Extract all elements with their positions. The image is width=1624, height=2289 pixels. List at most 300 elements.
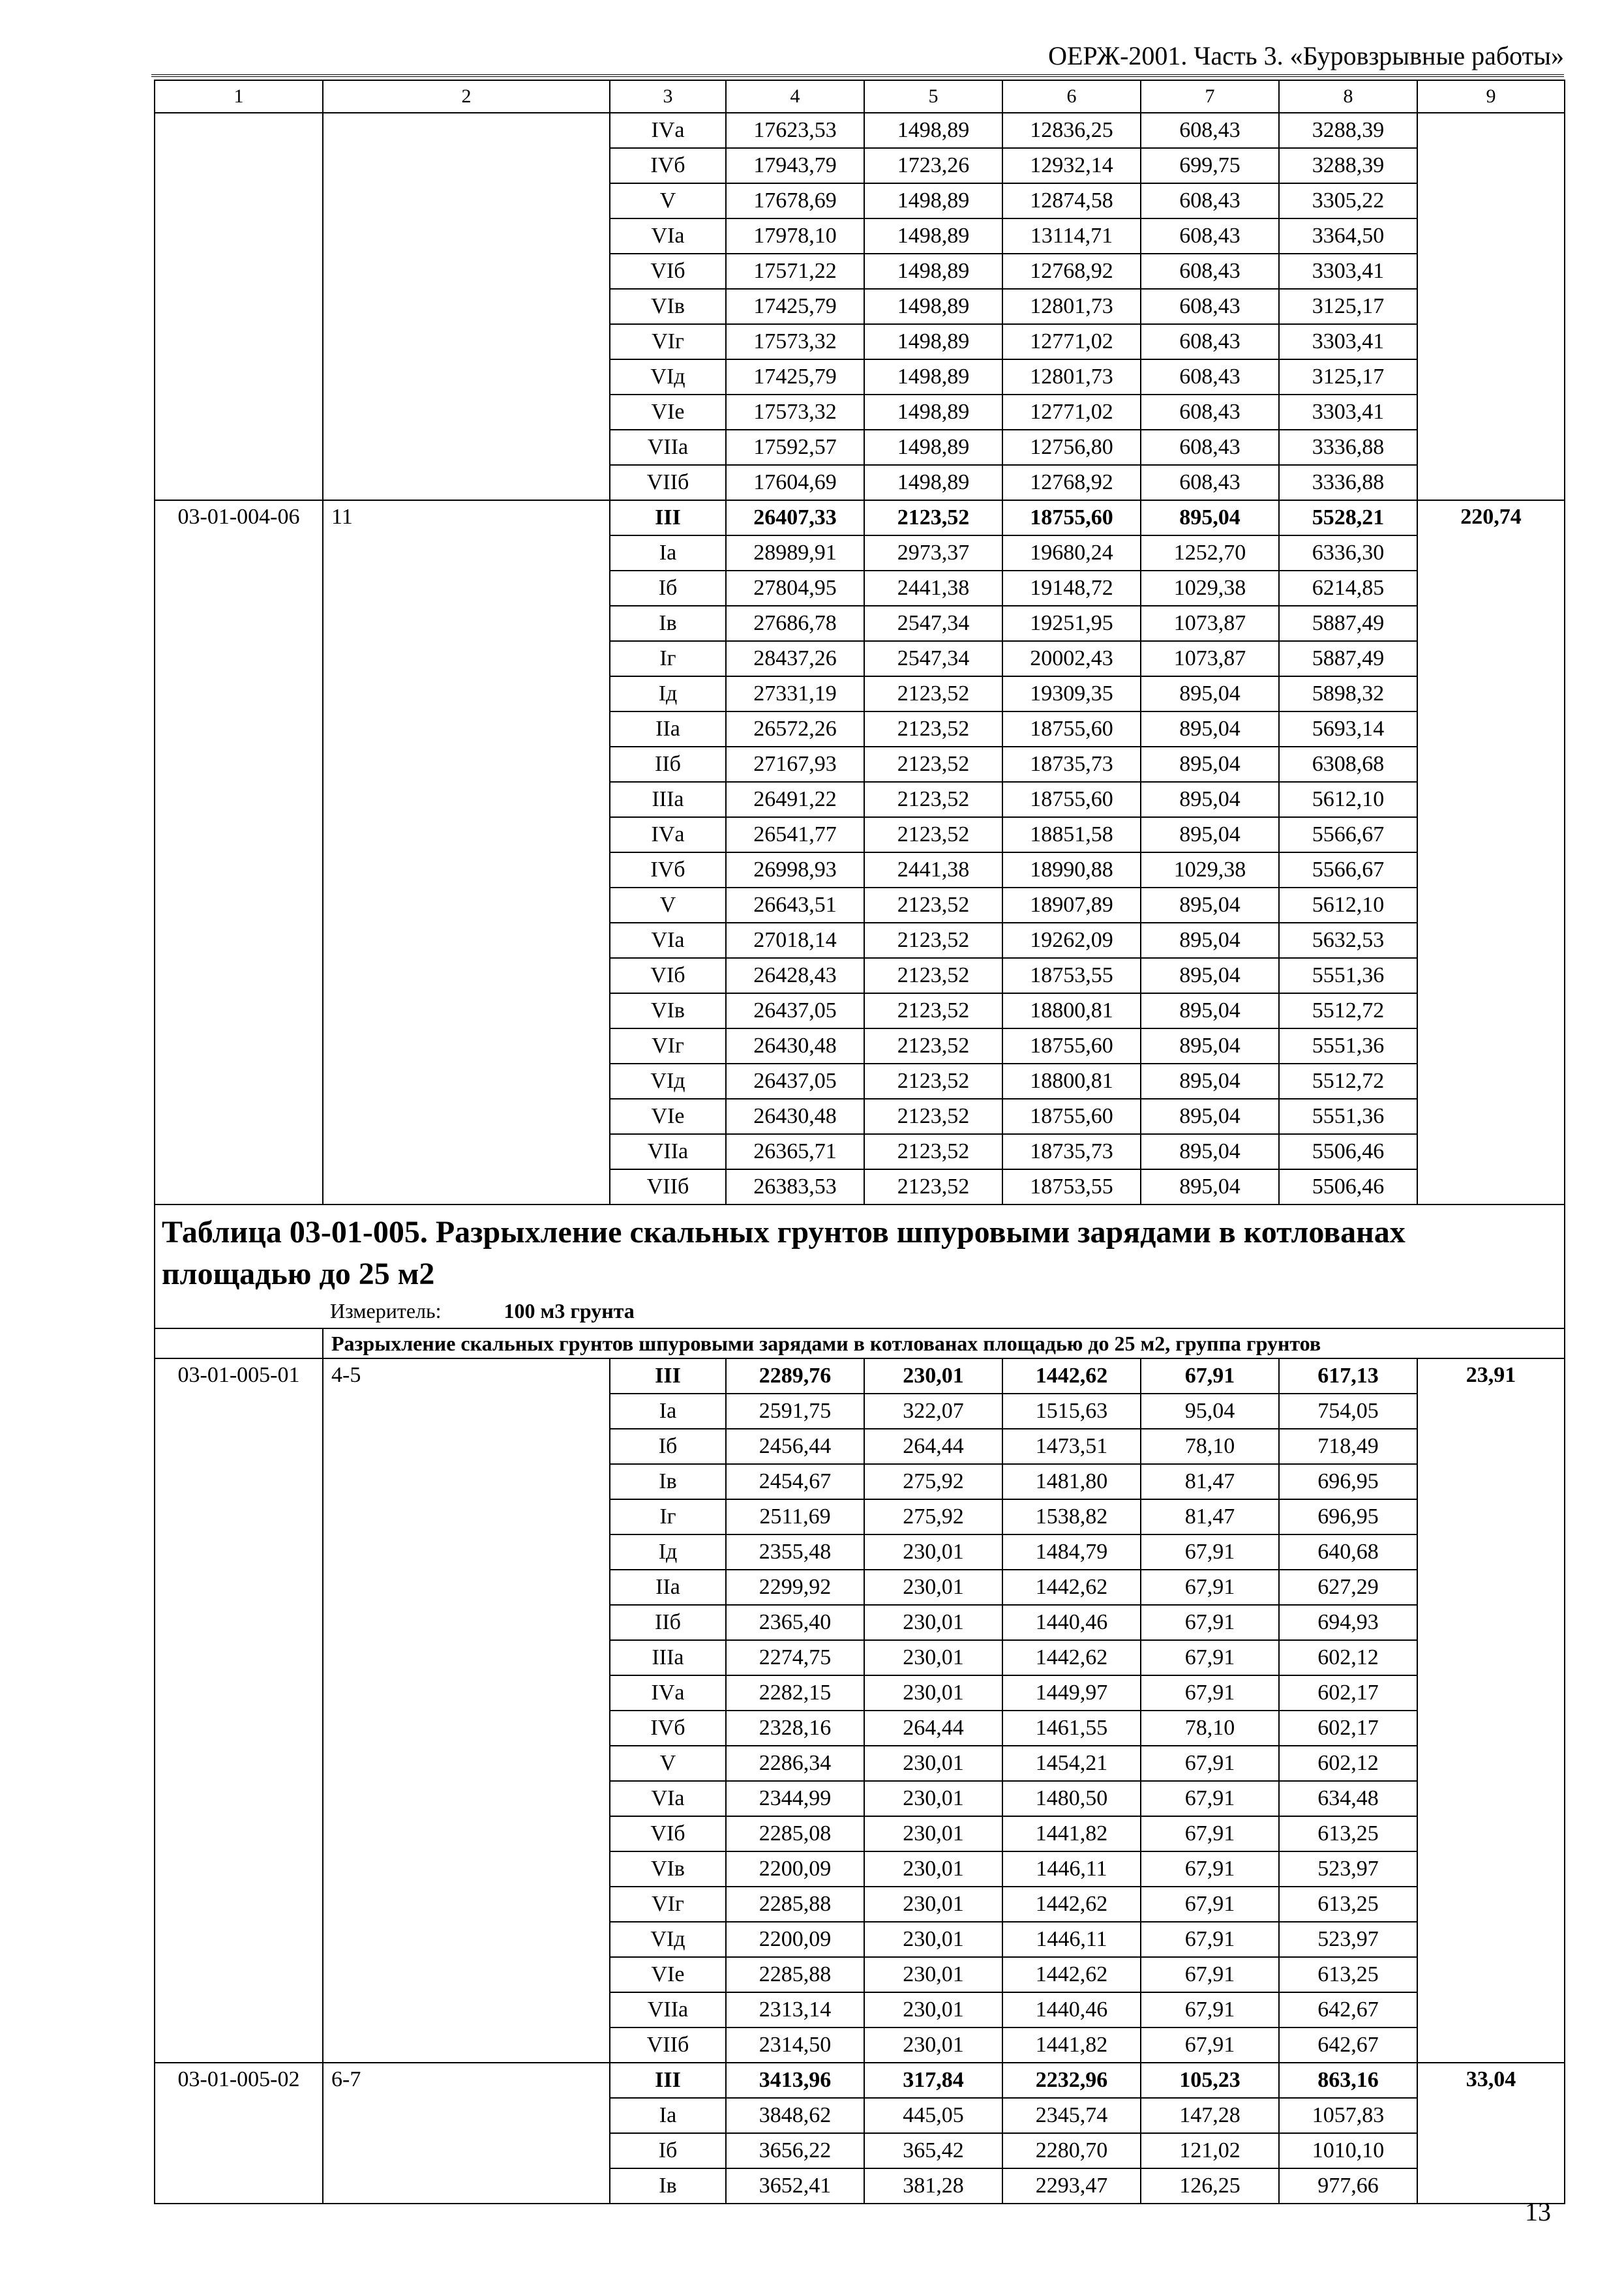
- direct-cost: 26428,43: [726, 958, 864, 993]
- materials-cost: 3305,22: [1279, 183, 1417, 218]
- wages: 1498,89: [864, 254, 1002, 289]
- wages: 1498,89: [864, 359, 1002, 395]
- ground-group: VIб: [610, 958, 726, 993]
- materials-cost: 602,17: [1279, 1711, 1417, 1746]
- machinist-wages: 895,04: [1141, 782, 1279, 817]
- machinist-wages: 895,04: [1141, 1099, 1279, 1134]
- machinist-wages: 1073,87: [1141, 606, 1279, 641]
- direct-cost: 2200,09: [726, 1922, 864, 1957]
- direct-cost: 2200,09: [726, 1851, 864, 1887]
- wages: 2441,38: [864, 852, 1002, 888]
- direct-cost: 26572,26: [726, 711, 864, 747]
- materials-cost: 523,97: [1279, 1851, 1417, 1887]
- materials-cost: 613,25: [1279, 1816, 1417, 1851]
- machinist-wages: 67,91: [1141, 1816, 1279, 1851]
- machinist-wages: 105,23: [1141, 2063, 1279, 2098]
- column-number: 1: [155, 80, 323, 113]
- machine-cost: 19680,24: [1002, 535, 1141, 571]
- machinist-wages: 67,91: [1141, 1605, 1279, 1640]
- ground-group: Iд: [610, 1534, 726, 1570]
- direct-cost: 27686,78: [726, 606, 864, 641]
- machinist-wages: 126,25: [1141, 2168, 1279, 2204]
- rate-row: [155, 113, 1565, 148]
- ground-group: VIг: [610, 1028, 726, 1064]
- machinist-wages: 608,43: [1141, 395, 1279, 430]
- direct-cost: 26541,77: [726, 817, 864, 852]
- direct-cost: 2289,76: [726, 1358, 864, 1394]
- ground-group: Iд: [610, 676, 726, 711]
- wages: 317,84: [864, 2063, 1002, 2098]
- machinist-wages: 895,04: [1141, 1134, 1279, 1169]
- machine-cost: 2293,47: [1002, 2168, 1141, 2204]
- materials-cost: 5528,21: [1279, 500, 1417, 535]
- machine-cost: 1442,62: [1002, 1358, 1141, 1394]
- direct-cost: 2456,44: [726, 1429, 864, 1464]
- machinist-wages: 67,91: [1141, 1887, 1279, 1922]
- direct-cost: 26643,51: [726, 888, 864, 923]
- direct-cost: 26430,48: [726, 1028, 864, 1064]
- machine-cost: 12771,02: [1002, 324, 1141, 359]
- materials-cost: 6308,68: [1279, 747, 1417, 782]
- direct-cost: 2355,48: [726, 1534, 864, 1570]
- machine-cost: 18755,60: [1002, 1028, 1141, 1064]
- machine-cost: 18990,88: [1002, 852, 1141, 888]
- wages: 230,01: [864, 1534, 1002, 1570]
- ground-group: IIIа: [610, 782, 726, 817]
- materials-cost: 3303,41: [1279, 395, 1417, 430]
- materials-cost: 3288,39: [1279, 113, 1417, 148]
- materials-cost: 3336,88: [1279, 430, 1417, 465]
- machine-cost: 1538,82: [1002, 1499, 1141, 1534]
- machinist-wages: 78,10: [1141, 1429, 1279, 1464]
- direct-cost: 2511,69: [726, 1499, 864, 1534]
- labor-total: 220,74: [1417, 500, 1565, 1204]
- materials-cost: 5898,32: [1279, 676, 1417, 711]
- wages: 1498,89: [864, 289, 1002, 324]
- machinist-wages: 67,91: [1141, 1675, 1279, 1711]
- materials-cost: 3303,41: [1279, 254, 1417, 289]
- header-rule: [151, 74, 1564, 77]
- wages: 1498,89: [864, 430, 1002, 465]
- materials-cost: 634,48: [1279, 1781, 1417, 1816]
- machine-cost: 1446,11: [1002, 1851, 1141, 1887]
- machinist-wages: 895,04: [1141, 923, 1279, 958]
- materials-cost: 5512,72: [1279, 1064, 1417, 1099]
- machinist-wages: 67,91: [1141, 1640, 1279, 1675]
- materials-cost: 5566,67: [1279, 852, 1417, 888]
- wages: 230,01: [864, 1640, 1002, 1675]
- wages: 1498,89: [864, 395, 1002, 430]
- direct-cost: 27018,14: [726, 923, 864, 958]
- materials-cost: 694,93: [1279, 1605, 1417, 1640]
- direct-cost: 26383,53: [726, 1169, 864, 1204]
- direct-cost: 2299,92: [726, 1570, 864, 1605]
- wages: 2547,34: [864, 641, 1002, 676]
- direct-cost: 2285,08: [726, 1816, 864, 1851]
- direct-cost: 2313,14: [726, 1992, 864, 2027]
- direct-cost: 2591,75: [726, 1394, 864, 1429]
- machine-cost: 1442,62: [1002, 1570, 1141, 1605]
- ground-group: VIд: [610, 359, 726, 395]
- machine-cost: 18755,60: [1002, 1099, 1141, 1134]
- direct-cost: 2285,88: [726, 1957, 864, 1992]
- materials-cost: 6336,30: [1279, 535, 1417, 571]
- materials-cost: 642,67: [1279, 2027, 1417, 2063]
- direct-cost: 2344,99: [726, 1781, 864, 1816]
- ground-group: IIб: [610, 1605, 726, 1640]
- direct-cost: 17592,57: [726, 430, 864, 465]
- direct-cost: 17573,32: [726, 395, 864, 430]
- rate-code: [155, 113, 323, 500]
- machine-cost: 2345,74: [1002, 2098, 1141, 2133]
- ground-group: VIг: [610, 324, 726, 359]
- wages: 322,07: [864, 1394, 1002, 1429]
- materials-cost: 696,95: [1279, 1464, 1417, 1499]
- ground-group: VIд: [610, 1064, 726, 1099]
- wages: 2123,52: [864, 817, 1002, 852]
- ground-group: III: [610, 2063, 726, 2098]
- ground-group: IVб: [610, 852, 726, 888]
- machinist-wages: 67,91: [1141, 1992, 1279, 2027]
- wages: 230,01: [864, 1887, 1002, 1922]
- machine-cost: 12932,14: [1002, 148, 1141, 183]
- ground-group: IVа: [610, 817, 726, 852]
- direct-cost: 17678,69: [726, 183, 864, 218]
- wages: 230,01: [864, 1781, 1002, 1816]
- machinist-wages: 608,43: [1141, 430, 1279, 465]
- direct-cost: 26430,48: [726, 1099, 864, 1134]
- machinist-wages: 608,43: [1141, 465, 1279, 500]
- column-number: 2: [323, 80, 610, 113]
- materials-cost: 5506,46: [1279, 1169, 1417, 1204]
- direct-cost: 26365,71: [726, 1134, 864, 1169]
- rate-name: 6-7: [323, 2063, 610, 2204]
- direct-cost: 26407,33: [726, 500, 864, 535]
- measure-value: 100 м3 грунта: [504, 1299, 635, 1323]
- rate-code: 03-01-005-02: [155, 2063, 323, 2204]
- machine-cost: 18753,55: [1002, 958, 1141, 993]
- wages: 230,01: [864, 1922, 1002, 1957]
- wages: 230,01: [864, 1746, 1002, 1781]
- machinist-wages: 1252,70: [1141, 535, 1279, 571]
- ground-group: Iг: [610, 1499, 726, 1534]
- wages: 1498,89: [864, 465, 1002, 500]
- labor-total: [1417, 113, 1565, 500]
- ground-group: IVб: [610, 1711, 726, 1746]
- materials-cost: 3125,17: [1279, 359, 1417, 395]
- wages: 2123,52: [864, 1099, 1002, 1134]
- wages: 230,01: [864, 2027, 1002, 2063]
- ground-group: Iб: [610, 571, 726, 606]
- machinist-wages: 1029,38: [1141, 852, 1279, 888]
- direct-cost: 2274,75: [726, 1640, 864, 1675]
- ground-group: III: [610, 1358, 726, 1394]
- materials-cost: 602,17: [1279, 1675, 1417, 1711]
- column-number: 8: [1279, 80, 1417, 113]
- rates-table: [154, 80, 1565, 2204]
- wages: 1498,89: [864, 324, 1002, 359]
- materials-cost: 1057,83: [1279, 2098, 1417, 2133]
- wages: 230,01: [864, 1570, 1002, 1605]
- machine-cost: 1481,80: [1002, 1464, 1141, 1499]
- section-subheading-row: [155, 1328, 1565, 1358]
- materials-cost: 3288,39: [1279, 148, 1417, 183]
- ground-group: VIе: [610, 1957, 726, 1992]
- column-number: 5: [864, 80, 1002, 113]
- rate-name: 11: [323, 500, 610, 1204]
- machinist-wages: 895,04: [1141, 888, 1279, 923]
- machine-cost: 12768,92: [1002, 465, 1141, 500]
- table-body-part2: [155, 1358, 1565, 2204]
- machine-cost: 12836,25: [1002, 113, 1141, 148]
- ground-group: V: [610, 888, 726, 923]
- machinist-wages: 895,04: [1141, 711, 1279, 747]
- machine-cost: 1440,46: [1002, 1605, 1141, 1640]
- machine-cost: 18735,73: [1002, 1134, 1141, 1169]
- machinist-wages: 67,91: [1141, 1570, 1279, 1605]
- direct-cost: 3652,41: [726, 2168, 864, 2204]
- materials-cost: 602,12: [1279, 1746, 1417, 1781]
- wages: 275,92: [864, 1464, 1002, 1499]
- machinist-wages: 67,91: [1141, 1746, 1279, 1781]
- machine-cost: 18907,89: [1002, 888, 1141, 923]
- machine-cost: 1442,62: [1002, 1957, 1141, 1992]
- ground-group: VIе: [610, 395, 726, 430]
- machine-cost: 12756,80: [1002, 430, 1141, 465]
- machine-cost: 1515,63: [1002, 1394, 1141, 1429]
- materials-cost: 718,49: [1279, 1429, 1417, 1464]
- machinist-wages: 67,91: [1141, 1358, 1279, 1394]
- machinist-wages: 608,43: [1141, 359, 1279, 395]
- machinist-wages: 895,04: [1141, 993, 1279, 1028]
- machine-cost: 2232,96: [1002, 2063, 1141, 2098]
- running-header: ОЕРЖ-2001. Часть 3. «Буровзрывные работы»: [1048, 41, 1564, 70]
- ground-group: VIа: [610, 1781, 726, 1816]
- main-rate-row: [155, 2063, 1565, 2098]
- column-number: 4: [726, 80, 864, 113]
- ground-group: IVа: [610, 113, 726, 148]
- materials-cost: 5632,53: [1279, 923, 1417, 958]
- machine-cost: 18755,60: [1002, 782, 1141, 817]
- machinist-wages: 895,04: [1141, 747, 1279, 782]
- direct-cost: 2314,50: [726, 2027, 864, 2063]
- ground-group: IVа: [610, 1675, 726, 1711]
- ground-group: IIб: [610, 747, 726, 782]
- subheading-empty-cell: [155, 1328, 323, 1358]
- machine-cost: 13114,71: [1002, 218, 1141, 254]
- ground-group: Iв: [610, 2168, 726, 2204]
- materials-cost: 5551,36: [1279, 1028, 1417, 1064]
- machinist-wages: 608,43: [1141, 289, 1279, 324]
- materials-cost: 863,16: [1279, 2063, 1417, 2098]
- direct-cost: 26998,93: [726, 852, 864, 888]
- wages: 264,44: [864, 1429, 1002, 1464]
- ground-group: VIа: [610, 218, 726, 254]
- materials-cost: 5887,49: [1279, 641, 1417, 676]
- machine-cost: 18755,60: [1002, 711, 1141, 747]
- materials-cost: 642,67: [1279, 1992, 1417, 2027]
- section-subheading: Разрыхление скальных грунтов шпуровыми зарядами в котлованах площадью до 25 м2, группа грунтов: [323, 1328, 1565, 1358]
- machine-cost: 1449,97: [1002, 1675, 1141, 1711]
- direct-cost: 27167,93: [726, 747, 864, 782]
- machine-cost: 20002,43: [1002, 641, 1141, 676]
- machinist-wages: 67,91: [1141, 1534, 1279, 1570]
- machinist-wages: 1029,38: [1141, 571, 1279, 606]
- machine-cost: 18755,60: [1002, 500, 1141, 535]
- machine-cost: 1446,11: [1002, 1922, 1141, 1957]
- direct-cost: 17425,79: [726, 359, 864, 395]
- measure-line: [162, 1296, 1557, 1325]
- machinist-wages: 81,47: [1141, 1499, 1279, 1534]
- rate-name: [323, 113, 610, 500]
- machine-cost: 19148,72: [1002, 571, 1141, 606]
- machine-cost: 19262,09: [1002, 923, 1141, 958]
- direct-cost: 17573,32: [726, 324, 864, 359]
- direct-cost: 17571,22: [726, 254, 864, 289]
- wages: 230,01: [864, 1675, 1002, 1711]
- ground-group: VIб: [610, 1816, 726, 1851]
- wages: 445,05: [864, 2098, 1002, 2133]
- wages: 2123,52: [864, 1134, 1002, 1169]
- machine-cost: 1484,79: [1002, 1534, 1141, 1570]
- materials-cost: 3303,41: [1279, 324, 1417, 359]
- wages: 2123,52: [864, 993, 1002, 1028]
- ground-group: VIIа: [610, 1134, 726, 1169]
- ground-group: VIIа: [610, 1992, 726, 2027]
- wages: 264,44: [864, 1711, 1002, 1746]
- labor-total: 33,04: [1417, 2063, 1565, 2204]
- materials-cost: 5612,10: [1279, 888, 1417, 923]
- ground-group: V: [610, 1746, 726, 1781]
- ground-group: VIг: [610, 1887, 726, 1922]
- machinist-wages: 895,04: [1141, 817, 1279, 852]
- wages: 230,01: [864, 1992, 1002, 2027]
- wages: 2123,52: [864, 500, 1002, 535]
- machine-cost: 12768,92: [1002, 254, 1141, 289]
- ground-group: Iв: [610, 1464, 726, 1499]
- materials-cost: 5551,36: [1279, 1099, 1417, 1134]
- ground-group: VIIб: [610, 1169, 726, 1204]
- ground-group: IIа: [610, 711, 726, 747]
- machine-cost: 1441,82: [1002, 2027, 1141, 2063]
- rate-code: 03-01-004-06: [155, 500, 323, 1204]
- direct-cost: 3848,62: [726, 2098, 864, 2133]
- materials-cost: 5551,36: [1279, 958, 1417, 993]
- column-number-row: [155, 80, 1565, 113]
- machine-cost: 12801,73: [1002, 359, 1141, 395]
- direct-cost: 17604,69: [726, 465, 864, 500]
- column-number: 6: [1002, 80, 1141, 113]
- ground-group: Iа: [610, 1394, 726, 1429]
- machine-cost: 18735,73: [1002, 747, 1141, 782]
- machinist-wages: 95,04: [1141, 1394, 1279, 1429]
- materials-cost: 640,68: [1279, 1534, 1417, 1570]
- machinist-wages: 895,04: [1141, 1064, 1279, 1099]
- direct-cost: 3656,22: [726, 2133, 864, 2168]
- direct-cost: 3413,96: [726, 2063, 864, 2098]
- machinist-wages: 608,43: [1141, 218, 1279, 254]
- materials-cost: 5506,46: [1279, 1134, 1417, 1169]
- ground-group: VIе: [610, 1099, 726, 1134]
- wages: 2123,52: [864, 1028, 1002, 1064]
- machine-cost: 18800,81: [1002, 993, 1141, 1028]
- wages: 2123,52: [864, 958, 1002, 993]
- wages: 230,01: [864, 1816, 1002, 1851]
- machinist-wages: 67,91: [1141, 1781, 1279, 1816]
- column-number: 9: [1417, 80, 1565, 113]
- materials-cost: 3364,50: [1279, 218, 1417, 254]
- wages: 275,92: [864, 1499, 1002, 1534]
- machine-cost: 18851,58: [1002, 817, 1141, 852]
- direct-cost: 17425,79: [726, 289, 864, 324]
- labor-total: 23,91: [1417, 1358, 1565, 2063]
- ground-group: VIIа: [610, 430, 726, 465]
- machinist-wages: 67,91: [1141, 1851, 1279, 1887]
- machinist-wages: 1073,87: [1141, 641, 1279, 676]
- wages: 2123,52: [864, 888, 1002, 923]
- wages: 230,01: [864, 1851, 1002, 1887]
- wages: 2123,52: [864, 923, 1002, 958]
- machinist-wages: 147,28: [1141, 2098, 1279, 2133]
- machinist-wages: 895,04: [1141, 958, 1279, 993]
- machinist-wages: 895,04: [1141, 1169, 1279, 1204]
- direct-cost: 2282,15: [726, 1675, 864, 1711]
- materials-cost: 5612,10: [1279, 782, 1417, 817]
- direct-cost: 28989,91: [726, 535, 864, 571]
- ground-group: VIв: [610, 1851, 726, 1887]
- wages: 365,42: [864, 2133, 1002, 2168]
- machine-cost: 12874,58: [1002, 183, 1141, 218]
- materials-cost: 627,29: [1279, 1570, 1417, 1605]
- machine-cost: 1480,50: [1002, 1781, 1141, 1816]
- section-heading-cell: [155, 1204, 1565, 1328]
- machine-cost: 19309,35: [1002, 676, 1141, 711]
- direct-cost: 2454,67: [726, 1464, 864, 1499]
- materials-cost: 696,95: [1279, 1499, 1417, 1534]
- ground-group: Iб: [610, 2133, 726, 2168]
- wages: 1498,89: [864, 218, 1002, 254]
- wages: 2123,52: [864, 1169, 1002, 1204]
- materials-cost: 1010,10: [1279, 2133, 1417, 2168]
- direct-cost: 2286,34: [726, 1746, 864, 1781]
- machinist-wages: 67,91: [1141, 1922, 1279, 1957]
- machine-cost: 1442,62: [1002, 1640, 1141, 1675]
- ground-group: VIб: [610, 254, 726, 289]
- direct-cost: 26437,05: [726, 1064, 864, 1099]
- wages: 2441,38: [864, 571, 1002, 606]
- machinist-wages: 895,04: [1141, 1028, 1279, 1064]
- wages: 2123,52: [864, 782, 1002, 817]
- ground-group: VIIб: [610, 465, 726, 500]
- machine-cost: 1442,62: [1002, 1887, 1141, 1922]
- machinist-wages: 699,75: [1141, 148, 1279, 183]
- machine-cost: 1440,46: [1002, 1992, 1141, 2027]
- wages: 230,01: [864, 1358, 1002, 1394]
- machinist-wages: 895,04: [1141, 500, 1279, 535]
- materials-cost: 3125,17: [1279, 289, 1417, 324]
- materials-cost: 5566,67: [1279, 817, 1417, 852]
- machinist-wages: 121,02: [1141, 2133, 1279, 2168]
- direct-cost: 27331,19: [726, 676, 864, 711]
- machine-cost: 1461,55: [1002, 1711, 1141, 1746]
- machinist-wages: 81,47: [1141, 1464, 1279, 1499]
- materials-cost: 754,05: [1279, 1394, 1417, 1429]
- ground-group: VIа: [610, 923, 726, 958]
- wages: 381,28: [864, 2168, 1002, 2204]
- table-section-heading: [155, 1204, 1565, 1358]
- ground-group: IIа: [610, 1570, 726, 1605]
- materials-cost: 3336,88: [1279, 465, 1417, 500]
